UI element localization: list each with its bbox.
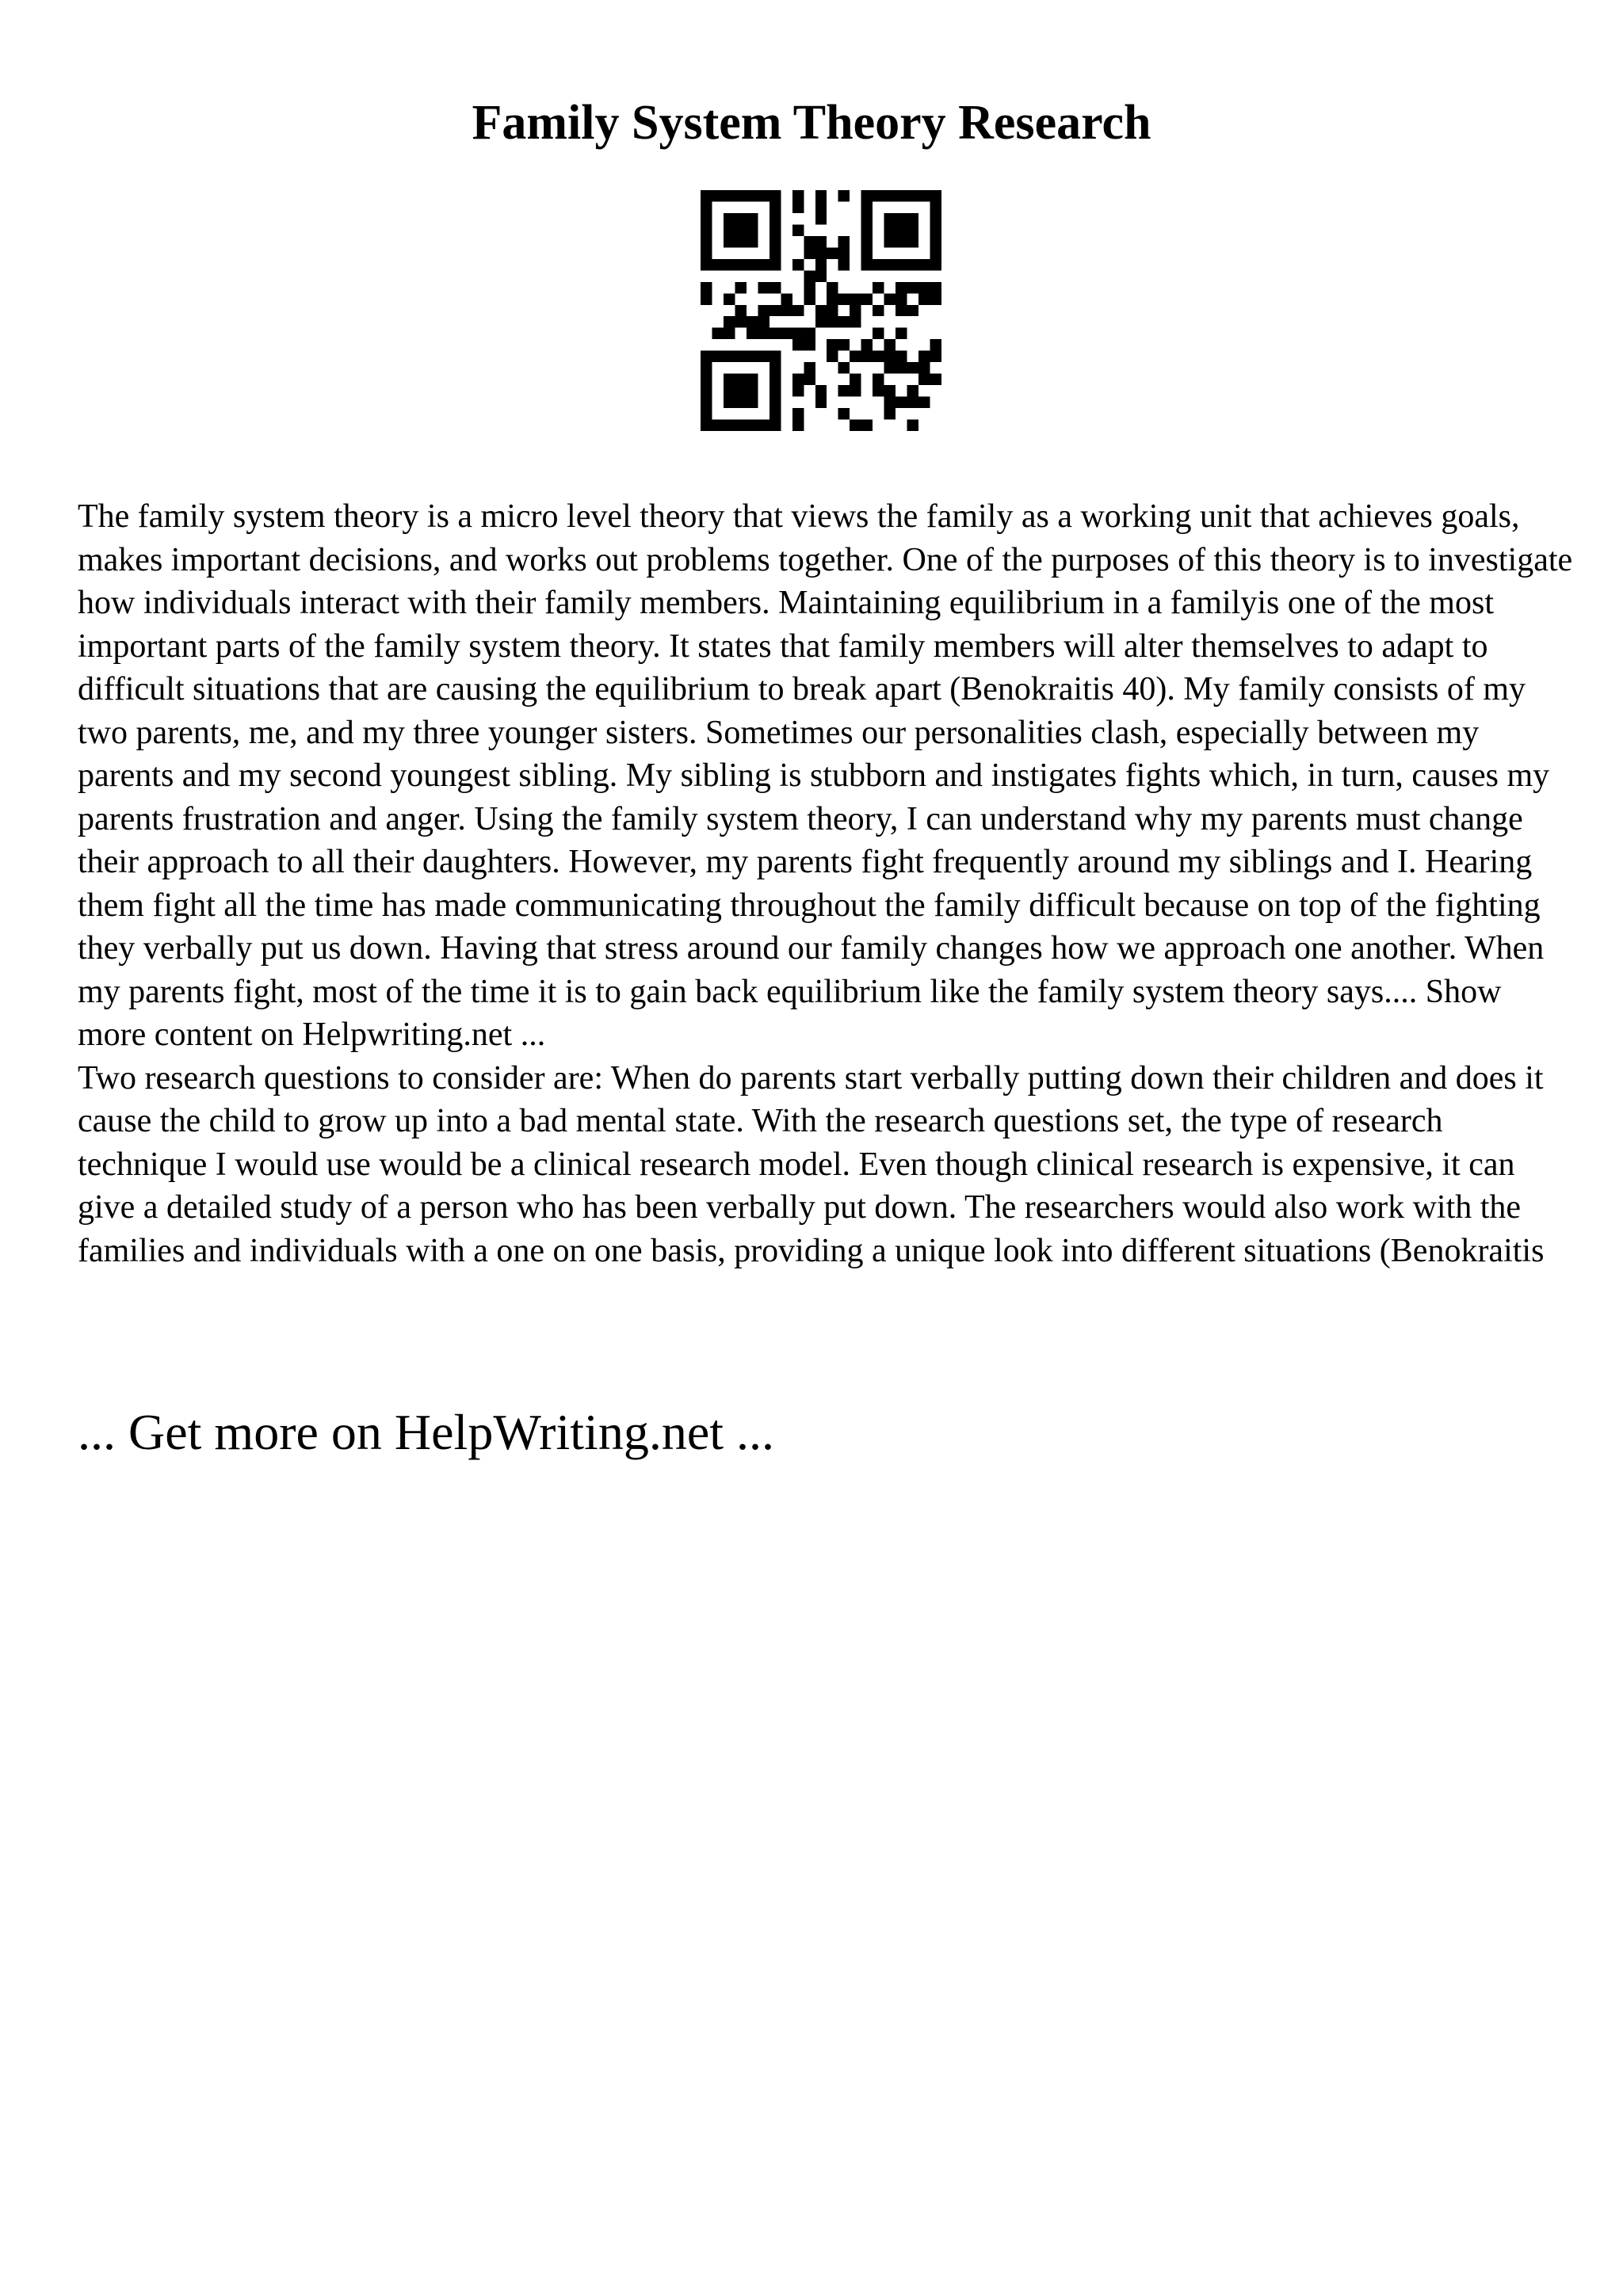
qr-module <box>735 351 746 362</box>
qr-module <box>907 385 918 396</box>
qr-module <box>724 213 735 224</box>
qr-module <box>724 316 735 327</box>
qr-module <box>884 351 896 362</box>
qr-module <box>873 328 884 339</box>
qr-module <box>804 247 815 258</box>
qr-module <box>735 305 746 316</box>
qr-module <box>896 213 907 224</box>
qr-module <box>815 190 827 201</box>
qr-module <box>838 293 850 304</box>
qr-module <box>792 408 804 419</box>
qr-module <box>758 305 769 316</box>
qr-module <box>758 190 769 201</box>
qr-module <box>758 351 769 362</box>
qr-module <box>701 247 712 258</box>
qr-module <box>930 247 941 258</box>
qr-module <box>724 420 735 431</box>
qr-module <box>701 201 712 212</box>
qr-module <box>747 374 758 385</box>
qr-module <box>930 293 941 304</box>
qr-module <box>861 236 873 247</box>
qr-module <box>815 397 827 408</box>
qr-module <box>792 339 804 350</box>
qr-module <box>735 190 746 201</box>
qr-module <box>930 201 941 212</box>
qr-module <box>850 420 861 431</box>
qr-module <box>850 374 861 385</box>
qr-module <box>896 190 907 201</box>
qr-module <box>758 282 769 293</box>
qr-module <box>804 339 815 350</box>
qr-module <box>769 224 781 235</box>
qr-module <box>838 259 850 270</box>
qr-module <box>884 190 896 201</box>
qr-module <box>896 224 907 235</box>
qr-module <box>838 339 850 350</box>
qr-module <box>769 201 781 212</box>
qr-module <box>747 351 758 362</box>
qr-module <box>712 351 723 362</box>
qr-module <box>747 224 758 235</box>
qr-module <box>907 224 918 235</box>
qr-module <box>930 190 941 201</box>
qr-module <box>701 293 712 304</box>
qr-module <box>792 224 804 235</box>
qr-module <box>918 362 930 373</box>
qr-module <box>804 293 815 304</box>
qr-module <box>724 236 735 247</box>
qr-module <box>724 351 735 362</box>
qr-module <box>884 259 896 270</box>
qr-module <box>873 385 884 396</box>
qr-module <box>907 213 918 224</box>
qr-module <box>815 236 827 247</box>
qr-module <box>735 213 746 224</box>
document-body <box>78 495 1575 1272</box>
qr-module <box>735 259 746 270</box>
qr-module <box>724 374 735 385</box>
qr-module <box>850 305 861 316</box>
qr-module <box>930 374 941 385</box>
qr-module <box>701 420 712 431</box>
qr-module <box>861 259 873 270</box>
qr-module <box>815 259 827 270</box>
qr-module <box>918 190 930 201</box>
qr-module <box>804 328 815 339</box>
qr-module <box>873 374 884 385</box>
qr-module <box>769 282 781 293</box>
qr-module <box>712 259 723 270</box>
qr-module <box>769 259 781 270</box>
qr-module <box>735 397 746 408</box>
qr-module <box>861 351 873 362</box>
qr-module <box>701 351 712 362</box>
qr-module <box>781 305 792 316</box>
qr-module <box>930 351 941 362</box>
qr-module <box>804 362 815 373</box>
qr-module <box>724 293 735 304</box>
qr-module <box>907 236 918 247</box>
qr-code <box>701 190 941 431</box>
qr-module <box>701 408 712 419</box>
qr-module <box>827 247 838 258</box>
qr-module <box>747 213 758 224</box>
qr-module <box>884 224 896 235</box>
qr-module <box>827 339 838 350</box>
qr-module <box>884 236 896 247</box>
qr-module <box>769 362 781 373</box>
qr-module <box>930 259 941 270</box>
qr-module <box>735 385 746 396</box>
qr-module <box>827 282 838 293</box>
qr-module <box>838 236 850 247</box>
qr-module <box>815 201 827 212</box>
qr-module <box>930 236 941 247</box>
qr-module <box>781 293 792 304</box>
qr-module <box>769 247 781 258</box>
qr-module <box>769 305 781 316</box>
qr-module <box>907 397 918 408</box>
body-paragraph-2: Two research questions to consider are: When do parents start verbally putting down their children and does it cause the child to grow up into a bad mental state. With the research questions set, the type of research technique I would use would be a clinical research model. Even though clinical research is expensive, it can give a detailed study of a person who has been verbally put down. The researchers would also work with the families and individuals with a one on one basis, providing a unique look into different situations (Benokraitis <box>78 1059 1545 1269</box>
qr-module <box>838 362 850 373</box>
qr-module <box>838 408 850 419</box>
qr-module <box>792 374 804 385</box>
qr-module <box>735 224 746 235</box>
qr-module <box>838 385 850 396</box>
qr-module <box>815 247 827 258</box>
qr-module <box>724 328 735 339</box>
qr-module <box>792 190 804 201</box>
qr-module <box>861 224 873 235</box>
qr-module <box>896 362 907 373</box>
qr-module <box>769 385 781 396</box>
qr-module <box>735 316 746 327</box>
qr-module <box>724 224 735 235</box>
qr-module <box>873 259 884 270</box>
qr-module <box>712 328 723 339</box>
qr-module <box>873 282 884 293</box>
qr-module <box>804 236 815 247</box>
qr-module <box>827 316 838 327</box>
qr-module <box>896 236 907 247</box>
qr-module <box>769 420 781 431</box>
qr-module <box>769 374 781 385</box>
qr-module <box>918 351 930 362</box>
qr-module <box>838 247 850 258</box>
qr-module <box>884 385 896 396</box>
qr-module <box>873 305 884 316</box>
qr-module <box>827 305 838 316</box>
qr-module <box>896 397 907 408</box>
qr-module <box>896 328 907 339</box>
qr-module <box>701 362 712 373</box>
qr-module <box>781 328 792 339</box>
qr-module <box>701 213 712 224</box>
qr-module <box>758 259 769 270</box>
qr-module <box>884 397 896 408</box>
qr-module <box>769 408 781 419</box>
qr-module <box>861 293 873 304</box>
qr-module <box>747 316 758 327</box>
qr-module <box>838 316 850 327</box>
qr-module <box>850 316 861 327</box>
qr-module <box>747 190 758 201</box>
qr-module <box>724 397 735 408</box>
qr-module <box>701 374 712 385</box>
qr-module <box>701 190 712 201</box>
qr-module <box>884 362 896 373</box>
qr-module <box>907 362 918 373</box>
qr-module <box>918 259 930 270</box>
qr-module <box>769 351 781 362</box>
qr-module <box>907 305 918 316</box>
qr-module <box>861 213 873 224</box>
qr-module <box>815 270 827 281</box>
qr-module <box>850 351 861 362</box>
qr-module <box>896 351 907 362</box>
qr-module <box>701 224 712 235</box>
qr-module <box>792 305 804 316</box>
qr-module <box>792 328 804 339</box>
qr-module <box>724 190 735 201</box>
qr-module <box>792 420 804 431</box>
qr-module <box>815 213 827 224</box>
qr-module <box>804 374 815 385</box>
qr-module <box>861 420 873 431</box>
qr-module <box>861 201 873 212</box>
qr-module <box>747 397 758 408</box>
qr-module <box>747 420 758 431</box>
qr-module <box>712 420 723 431</box>
qr-module <box>884 339 896 350</box>
qr-module <box>896 305 907 316</box>
qr-module <box>769 190 781 201</box>
qr-module <box>873 190 884 201</box>
qr-module <box>930 224 941 235</box>
qr-module <box>907 259 918 270</box>
qr-module <box>884 213 896 224</box>
qr-module <box>701 236 712 247</box>
qr-module <box>747 385 758 396</box>
qr-module <box>930 213 941 224</box>
qr-module <box>747 259 758 270</box>
document-title: Family System Theory Research <box>472 96 1151 150</box>
qr-module <box>724 385 735 396</box>
qr-module <box>884 293 896 304</box>
qr-module <box>918 397 930 408</box>
qr-module <box>907 190 918 201</box>
qr-module <box>838 190 850 201</box>
qr-module <box>735 420 746 431</box>
qr-module <box>827 293 838 304</box>
qr-module <box>827 351 838 362</box>
qr-module <box>701 259 712 270</box>
qr-module <box>769 236 781 247</box>
qr-module <box>769 397 781 408</box>
qr-code-icon <box>701 190 941 431</box>
qr-module <box>758 328 769 339</box>
qr-module <box>896 293 907 304</box>
qr-module <box>918 374 930 385</box>
qr-module <box>896 282 907 293</box>
qr-module <box>758 420 769 431</box>
qr-module <box>850 385 861 396</box>
qr-module <box>792 385 804 396</box>
qr-module <box>907 282 918 293</box>
qr-module <box>861 247 873 258</box>
qr-module <box>930 282 941 293</box>
qr-module <box>701 385 712 396</box>
qr-module <box>792 201 804 212</box>
qr-module <box>907 420 918 431</box>
qr-module <box>701 282 712 293</box>
get-more-link[interactable]: ... Get more on HelpWriting.net ... <box>78 1404 774 1460</box>
qr-module <box>861 339 873 350</box>
qr-module <box>896 259 907 270</box>
qr-module <box>918 282 930 293</box>
qr-module <box>850 293 861 304</box>
qr-module <box>724 259 735 270</box>
qr-module <box>735 236 746 247</box>
qr-module <box>792 259 804 270</box>
qr-module <box>884 408 896 419</box>
qr-module <box>861 190 873 201</box>
qr-module <box>735 374 746 385</box>
qr-module <box>815 305 827 316</box>
qr-module <box>804 270 815 281</box>
qr-module <box>873 351 884 362</box>
qr-module <box>735 282 746 293</box>
body-paragraph-1: The family system theory is a micro level theory that views the family as a working unit that achieves goals, makes important decisions, and works out problems together. One of the purposes of this theory is to investigate how individuals interact with their family members. Maintaining equilibrium in a familyis one of the most important parts of the family system theory. It states that family members will alter themselves to adapt to difficult situations that are causing the equilibrium to break apart (Benokraitis 40). My family consists of my two parents, me, and my three younger sisters. Sometimes our personalities clash, especially between my parents and my second youngest sibling. My sibling is stubborn and instigates fights which, in turn, causes my parents frustration and anger. Using the family system theory, I can understand why my parents must change their approach to all their daughters. However, my parents fight frequently around my siblings and I. Hearing them fight all the time has made communicating throughout the family difficult because on top of the fighting they verbally put us down. Having that stress around our family changes how we approach one another. When my parents fight, most of the time it is to gain back equilibrium like the family system theory says.... Show more content on Helpwriting.net ... <box>78 498 1573 1053</box>
qr-module <box>747 236 758 247</box>
qr-module <box>769 213 781 224</box>
qr-module <box>918 293 930 304</box>
qr-module <box>930 339 941 350</box>
qr-module <box>815 385 827 396</box>
qr-module <box>701 397 712 408</box>
qr-module <box>769 328 781 339</box>
qr-module <box>758 316 769 327</box>
qr-module <box>747 328 758 339</box>
qr-module <box>712 190 723 201</box>
qr-module <box>804 282 815 293</box>
qr-module <box>815 316 827 327</box>
